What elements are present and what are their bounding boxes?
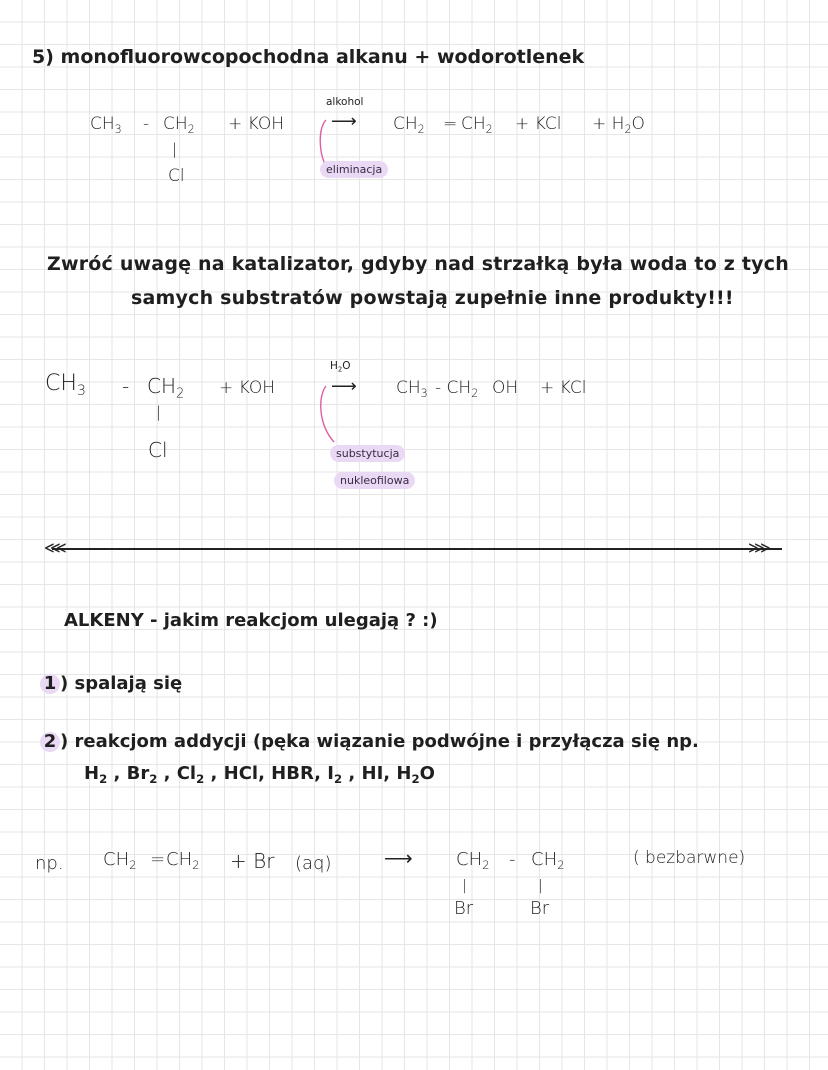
reaction1-plus-koh: + KOH bbox=[228, 114, 285, 134]
example-sub-b: Br bbox=[530, 898, 550, 919]
reaction2-type-label-2: nukleofilowa bbox=[334, 472, 415, 489]
addition-reagents: $H_2$ , $Br_2$ , $Cl_2$ , HCl, HBR, $I_2$ , HI, $H_2O$ bbox=[84, 763, 435, 787]
reaction2-product-ch3: $CH_3$ bbox=[396, 378, 428, 400]
reaction2-product-mid: - $CH_2$ bbox=[435, 378, 479, 400]
reaction1-product-a: $CH_2$ bbox=[393, 114, 425, 136]
reaction1-plus-kcl: + KCl bbox=[515, 114, 562, 134]
example-bond-a: | bbox=[462, 878, 467, 894]
example-comment: ( bezbarwne) bbox=[633, 848, 746, 868]
reaction2-left-ch3: $CH_3$ bbox=[45, 371, 87, 399]
reaction2-condition: $H_2O$ bbox=[330, 360, 351, 374]
reaction1-bond: | bbox=[172, 140, 178, 158]
reaction1-arrow: ⟶ bbox=[331, 111, 357, 132]
reaction1-plus-water: + $H_2O$ bbox=[592, 114, 645, 136]
example-product-a: $CH_2$ bbox=[456, 849, 490, 873]
example-reactant-b: $CH_2$ bbox=[166, 849, 200, 873]
reaction2-type-label-1: substytucja bbox=[330, 445, 405, 462]
example-product-dash: - bbox=[509, 849, 516, 870]
reaction2-substituent: Cl bbox=[148, 438, 168, 462]
example-np: np. bbox=[35, 853, 64, 874]
section-title-5: 5) monofluorowcopochodna alkanu + wodorotlenek bbox=[32, 46, 585, 68]
reaction2-dash: - bbox=[122, 374, 130, 398]
alkenes-title: ALKENY - jakim reakcjom ulegają ? :) bbox=[64, 610, 438, 631]
example-arrow: ⟶ bbox=[384, 846, 413, 870]
divider-left-mark: ⋘ bbox=[44, 538, 67, 557]
reaction1-left-ch2: $CH_2$ bbox=[163, 114, 195, 136]
catalyst-note-line-2: samych substratów powstają zupełnie inne produkty!!! bbox=[131, 287, 734, 309]
item-2-number: 2 bbox=[40, 732, 60, 752]
catalyst-note-line-1: Zwróć uwagę na katalizator, gdyby nad strzałką była woda to z tych bbox=[47, 253, 789, 275]
reaction1-left-ch3: $CH_3$ bbox=[90, 114, 122, 136]
example-reactant-a: $CH_2$ bbox=[103, 849, 137, 873]
reaction1-type-label: eliminacja bbox=[320, 161, 388, 178]
divider-line bbox=[52, 548, 782, 550]
reaction2-left-ch2: $CH_2$ bbox=[147, 374, 185, 402]
example-aq: (aq) bbox=[295, 853, 332, 874]
example-bond-b: | bbox=[538, 878, 543, 894]
reaction1-dash: - bbox=[143, 114, 150, 134]
reaction2-product-oh: OH bbox=[492, 378, 519, 398]
alkenes-item-2: 2 ) reakcjom addycji (pęka wiązanie podwójne i przyłącza się np. bbox=[40, 731, 699, 752]
item-1-number: 1 bbox=[40, 674, 60, 694]
example-sub-a: Br bbox=[454, 898, 474, 919]
reaction2-bond: | bbox=[156, 403, 162, 421]
divider-right-mark: ⋙ bbox=[748, 538, 771, 557]
example-product-b: $CH_2$ bbox=[531, 849, 565, 873]
reaction2-plus-koh: + KOH bbox=[219, 378, 276, 398]
reaction2-pointer-line bbox=[312, 384, 338, 448]
reaction1-double-bond: = bbox=[443, 114, 458, 134]
reaction1-product-b: $CH_2$ bbox=[461, 114, 493, 136]
reaction2-plus-kcl: + KCl bbox=[540, 378, 587, 398]
reaction2-arrow: ⟶ bbox=[331, 376, 357, 397]
reaction1-substituent: Cl bbox=[168, 166, 185, 186]
example-eq: = bbox=[150, 849, 166, 870]
example-plus-br: + Br bbox=[230, 849, 275, 873]
reaction1-condition: alkohol bbox=[326, 96, 364, 108]
alkenes-item-1: 1 ) spalają się bbox=[40, 673, 182, 694]
